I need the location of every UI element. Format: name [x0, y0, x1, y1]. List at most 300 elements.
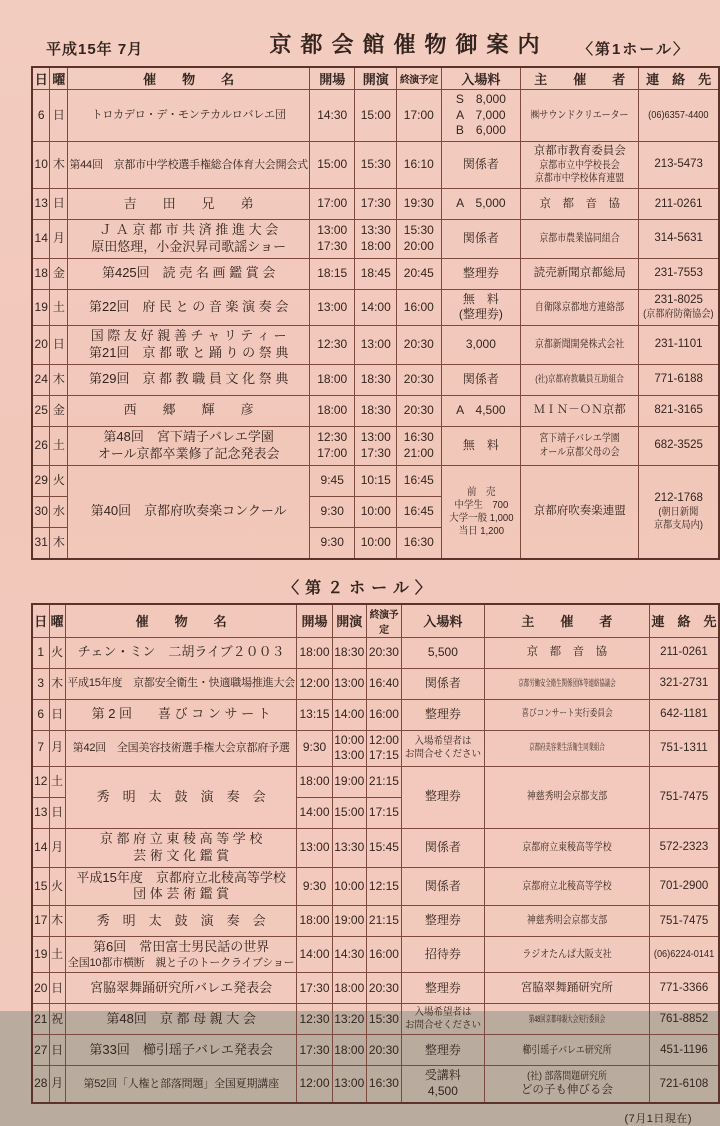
admission-fee-cell [441, 90, 521, 142]
hall1-schedule-table [31, 66, 720, 560]
dow-line: 月 [51, 839, 64, 854]
event-row [32, 1004, 719, 1035]
day-line: 14 [34, 231, 48, 246]
day-cell [32, 189, 50, 220]
start-time-cell [355, 220, 397, 259]
start-time-cell [355, 395, 397, 426]
event-row [32, 906, 719, 937]
dow-line: 月 [52, 231, 65, 246]
organizer-cell [484, 730, 649, 766]
event-name-cell [65, 973, 297, 1004]
column-header: 主 催 者 [521, 67, 639, 90]
fee-line: 関係者 [424, 839, 461, 854]
contact-phone-cell [649, 1035, 719, 1066]
admission-fee-cell [441, 258, 521, 289]
doors-open-cell [297, 937, 332, 973]
day-of-week-cell [49, 766, 65, 797]
day-cell [32, 364, 50, 395]
end-time-cell [397, 364, 442, 395]
fee-line: 入場希望者は [414, 736, 472, 748]
time-line: 18:15 [317, 265, 348, 280]
column-header: 連 絡 先 [639, 67, 719, 90]
contact-phone-cell [649, 1004, 719, 1035]
contact-line: 211-0261 [654, 197, 703, 210]
org-line: (社) 部落問題研究所 [526, 1069, 607, 1082]
time-line: 13:30 [360, 223, 391, 238]
org-line: 京 都 音 協 [526, 646, 608, 659]
day-cell [32, 1035, 49, 1066]
time-line: 18:00 [317, 371, 348, 386]
start-time-cell [355, 426, 397, 465]
fee-line: A 7,000 [456, 107, 506, 122]
start-time-cell [332, 937, 366, 973]
fee-line: 無 料 [462, 291, 499, 306]
event-row [32, 766, 719, 797]
time-line: 17:30 [360, 196, 391, 211]
organizer-cell [484, 906, 649, 937]
time-line: 15:30 [403, 223, 434, 238]
time-line: 13:00 [317, 299, 348, 314]
time-line: 20:30 [368, 1042, 399, 1057]
page-title: 京都会館催物御案内 [269, 32, 549, 57]
contact-phone-cell [649, 828, 719, 867]
end-time-cell [366, 668, 401, 699]
start-time-cell [332, 906, 366, 937]
column-header: 終演予定 [397, 67, 442, 90]
contact-phone-cell [639, 465, 719, 559]
time-line: 19:30 [403, 196, 434, 211]
day-cell [32, 668, 49, 699]
day-of-week-cell [50, 527, 68, 559]
doors-open-cell [297, 1004, 332, 1035]
day-cell [32, 937, 49, 973]
contact-phone-cell [649, 637, 719, 668]
event-name-cell [68, 141, 310, 188]
fee-line: 関係者 [424, 878, 461, 893]
contact-line: 231-1101 [654, 338, 703, 351]
dow-line: 日 [52, 107, 65, 122]
time-line: 15:30 [368, 1011, 399, 1026]
hall2-schedule-table [31, 603, 720, 1104]
time-line: 18:30 [360, 371, 391, 386]
start-time-cell [332, 1035, 366, 1066]
time-line: 14:00 [299, 947, 330, 962]
start-time-cell [355, 189, 397, 220]
time-line: 15:30 [360, 157, 391, 172]
event-name-cell [65, 906, 297, 937]
time-line: 16:30 [368, 1076, 399, 1091]
fee-line: 入場希望者は [414, 1007, 472, 1019]
event-name-cell [68, 258, 310, 289]
name-line: 平成15年度 京都府立北稜高等学校 [76, 869, 286, 885]
column-header: 入場料 [401, 604, 484, 638]
contact-phone-cell [649, 867, 719, 906]
time-line: 10:15 [360, 472, 391, 487]
day-line: 24 [34, 371, 48, 386]
org-line: ＭＩＮ－ＯＮ京都 [533, 404, 626, 417]
event-row [32, 364, 719, 395]
doors-open-cell [297, 1066, 332, 1103]
day-of-week-cell [49, 867, 65, 906]
name-line: 第29回 京 都 教 職 員 文 化 祭 典 [88, 371, 289, 387]
event-name-cell [65, 1035, 297, 1066]
event-row [32, 867, 719, 906]
end-time-cell [397, 90, 442, 142]
fee-line: S 8,000 [455, 92, 506, 106]
event-name-cell [65, 1004, 297, 1035]
end-time-cell [397, 426, 442, 465]
org-line: 京都府立東稜高等学校 [522, 840, 612, 853]
admission-fee-cell [441, 220, 521, 259]
name-line: 第425回 読 売 名 画 鑑 賞 会 [101, 265, 276, 281]
contact-phone-cell [639, 395, 719, 426]
dow-line: 日 [51, 1042, 64, 1057]
time-line: 16:40 [368, 675, 399, 690]
start-time-cell [332, 867, 366, 906]
time-line: 20:30 [403, 402, 434, 417]
event-name-cell [65, 937, 297, 973]
time-line: 14:00 [299, 804, 330, 819]
event-row [32, 258, 719, 289]
org-line: (社)京都府教職員互助組合 [535, 373, 625, 385]
start-time-cell [355, 258, 397, 289]
organizer-cell [521, 90, 639, 142]
start-time-cell [355, 496, 397, 527]
day-line: 27 [34, 1042, 48, 1057]
time-line: 18:45 [360, 265, 391, 280]
fee-line: 整理券 [424, 913, 461, 928]
time-line: 15:00 [317, 157, 348, 172]
dow-line: 火 [52, 472, 65, 487]
org-line: オール京都父母の会 [539, 445, 620, 458]
day-of-week-cell [50, 90, 68, 142]
day-cell [32, 395, 50, 426]
time-line: 17:30 [299, 980, 330, 995]
time-line: 14:00 [334, 706, 365, 721]
day-cell [32, 1066, 49, 1103]
contact-phone-cell [639, 325, 719, 364]
time-line: 12:00 [368, 732, 399, 747]
time-line: 18:00 [334, 980, 365, 995]
name-line: 国 際 友 好 親 善 チ ャ リ テ ィ ー [90, 327, 287, 343]
contact-line: 751-1311 [660, 741, 708, 754]
contact-phone-cell [649, 699, 719, 730]
time-line: 10:00 [334, 732, 365, 747]
column-header: 催 物 名 [65, 604, 297, 638]
name-line: 西 郷 輝 彦 [123, 402, 254, 418]
event-row [32, 937, 719, 973]
day-line: 13 [34, 804, 48, 819]
name-line: 秀 明 太 鼓 演 奏 会 [96, 912, 266, 928]
dow-line: 土 [52, 437, 65, 452]
contact-phone-cell [639, 141, 719, 188]
dow-line: 木 [51, 913, 64, 928]
contact-phone-cell [639, 426, 719, 465]
doors-open-cell [309, 325, 354, 364]
time-line: 21:15 [368, 773, 399, 788]
day-of-week-cell [49, 668, 65, 699]
contact-line: 572-2323 [659, 841, 709, 854]
contact-phone-cell [649, 1066, 719, 1103]
dow-line: 水 [52, 503, 65, 518]
name-line: 芸 術 文 化 鑑 賞 [133, 847, 230, 863]
day-line: 30 [34, 503, 48, 518]
time-line: 10:00 [360, 534, 391, 549]
organizer-cell [521, 141, 639, 188]
day-cell [32, 797, 49, 828]
doors-open-cell [309, 364, 354, 395]
admission-fee-cell [401, 766, 484, 828]
admission-fee-cell [441, 395, 521, 426]
day-cell [32, 766, 49, 797]
dow-line: 日 [52, 196, 65, 211]
day-of-week-cell [50, 325, 68, 364]
day-line: 12 [34, 773, 48, 788]
dow-line: 月 [51, 740, 64, 755]
day-cell [32, 1004, 49, 1035]
org-line: 京都市教育委員会 [533, 144, 626, 157]
day-of-week-cell [49, 699, 65, 730]
day-line: 6 [37, 107, 45, 122]
header-row [32, 604, 719, 638]
event-row [32, 220, 719, 259]
fee-line: 関係者 [462, 231, 499, 246]
organizer-cell [521, 189, 639, 220]
org-line: 京都市農業協同組合 [539, 232, 620, 245]
day-cell [32, 258, 50, 289]
org-line: 自衛隊京都地方連絡部 [535, 300, 625, 313]
dow-line: 日 [51, 804, 64, 819]
end-time-cell [366, 637, 401, 668]
dow-line: 木 [52, 371, 65, 386]
fee-line: お問合せください [404, 1020, 481, 1032]
event-row [32, 973, 719, 1004]
column-header: 主 催 者 [484, 604, 649, 638]
title-bar [0, 28, 720, 66]
fee-line: 関係者 [424, 675, 461, 690]
day-of-week-cell [49, 637, 65, 668]
name-line: 原田悠理，小金沢昇司歌謡ショー [91, 238, 287, 254]
time-line: 17:00 [317, 445, 348, 460]
time-line: 13:00 [334, 1076, 365, 1091]
organizer-cell [484, 937, 649, 973]
time-line: 13:20 [334, 1011, 365, 1026]
fee-line: A 5,000 [456, 196, 506, 211]
day-of-week-cell [50, 189, 68, 220]
time-line: 18:30 [334, 644, 365, 659]
fee-line: 4,500 [427, 1084, 458, 1099]
organizer-cell [484, 828, 649, 867]
time-line: 16:10 [403, 157, 434, 172]
end-time-cell [366, 828, 401, 867]
name-line: 第22回 府 民 と の 音 楽 演 奏 会 [88, 298, 289, 314]
contact-phone-cell [639, 220, 719, 259]
time-line: 17:30 [317, 238, 348, 253]
event-name-cell [65, 730, 297, 766]
start-time-cell [332, 637, 366, 668]
org-line: 京都新聞開発株式会社 [535, 338, 625, 351]
start-time-cell [355, 90, 397, 142]
day-of-week-cell [50, 220, 68, 259]
admission-fee-cell [401, 1004, 484, 1035]
name-line: Ｊ Ａ 京 都 市 共 済 推 進 大 会 [99, 222, 279, 237]
event-name-cell [65, 1066, 297, 1103]
time-line: 13:00 [299, 839, 330, 854]
day-of-week-cell [50, 141, 68, 188]
admission-fee-cell [401, 1066, 484, 1103]
day-cell [32, 496, 50, 527]
fee-line: 3,000 [465, 337, 496, 352]
day-of-week-cell [50, 426, 68, 465]
event-name-cell [65, 668, 297, 699]
fee-line: 関係者 [462, 371, 499, 386]
name-line: 第52回「人権と部落問題」全国夏期講座 [83, 1077, 279, 1090]
doors-open-cell [297, 867, 332, 906]
end-time-cell [366, 797, 401, 828]
time-line: 18:00 [317, 402, 348, 417]
contact-phone-cell [639, 90, 719, 142]
end-time-cell [366, 1035, 401, 1066]
organizer-cell [484, 637, 649, 668]
time-line: 18:00 [360, 238, 391, 253]
day-of-week-cell [49, 828, 65, 867]
day-of-week-cell [49, 973, 65, 1004]
event-row [32, 465, 719, 496]
day-cell [32, 289, 50, 325]
dow-line: 日 [52, 337, 65, 352]
event-name-cell [68, 289, 310, 325]
event-name-cell [65, 867, 297, 906]
organizer-cell [484, 1066, 649, 1103]
time-line: 21:15 [368, 913, 399, 928]
contact-phone-cell [649, 668, 719, 699]
org-line: 神慈秀明会京都支部 [526, 914, 608, 927]
start-time-cell [355, 325, 397, 364]
doors-open-cell [309, 90, 354, 142]
event-name-cell [68, 90, 310, 142]
org-line: ラジオたんぱ大阪支社 [522, 948, 612, 961]
organizer-cell [484, 668, 649, 699]
end-time-cell [397, 527, 442, 559]
event-row [32, 668, 719, 699]
start-time-cell [332, 1066, 366, 1103]
time-line: 18:00 [299, 913, 330, 928]
event-row [32, 141, 719, 188]
doors-open-cell [309, 527, 354, 559]
as-of-date-note: (7月1日現在) [624, 1112, 692, 1125]
name-line: 団 体 芸 術 鑑 賞 [133, 886, 230, 902]
event-row [32, 699, 719, 730]
day-line: 19 [34, 947, 48, 962]
admission-fee-cell [441, 465, 521, 559]
event-row [32, 730, 719, 766]
column-header: 日 [32, 604, 49, 638]
time-line: 13:00 [360, 430, 391, 445]
fee-line: 受講料 [424, 1068, 461, 1083]
contact-line: (京都府防衛協会) [643, 309, 714, 321]
doors-open-cell [297, 1035, 332, 1066]
doors-open-cell [297, 766, 332, 797]
admission-fee-cell [401, 828, 484, 867]
event-row [32, 1066, 719, 1103]
time-line: 10:00 [334, 878, 365, 893]
fee-line: 関係者 [462, 157, 499, 172]
time-line: 16:45 [403, 503, 434, 518]
fee-line: 整理券 [424, 1042, 461, 1057]
contact-line: 314-5631 [654, 232, 703, 245]
event-name-cell [65, 637, 297, 668]
day-line: 13 [34, 196, 48, 211]
fee-line: 当日 1,200 [458, 525, 504, 537]
name-line: 第48回 宮下靖子バレエ学園 [103, 428, 274, 444]
time-line: 13:00 [334, 675, 365, 690]
day-of-week-cell [49, 1004, 65, 1035]
contact-phone-cell [639, 289, 719, 325]
dow-line: 木 [51, 675, 64, 690]
doors-open-cell [309, 289, 354, 325]
time-line: 20:45 [403, 265, 434, 280]
fee-line: 大学一般 1,000 [448, 512, 514, 524]
start-time-cell [355, 527, 397, 559]
org-line: 京都府吹奏楽連盟 [533, 505, 626, 518]
time-line: 9:30 [320, 534, 344, 549]
day-line: 3 [37, 675, 45, 690]
time-line: 20:30 [368, 980, 399, 995]
event-row [32, 289, 719, 325]
end-time-cell [366, 937, 401, 973]
contact-line: 231-7553 [654, 267, 703, 280]
end-time-cell [397, 395, 442, 426]
time-line: 17:15 [368, 748, 399, 763]
day-of-week-cell [50, 395, 68, 426]
day-cell [32, 730, 49, 766]
fee-line: 無 料 [462, 437, 499, 452]
time-line: 18:00 [334, 1042, 365, 1057]
fee-line: 招待券 [424, 947, 461, 962]
doors-open-cell [309, 189, 354, 220]
fee-line: 整理券 [424, 706, 461, 721]
dow-line: 木 [52, 157, 65, 172]
column-header: 曜 [49, 604, 65, 638]
contact-line: 682-3525 [654, 439, 703, 452]
contact-phone-cell [639, 364, 719, 395]
start-time-cell [332, 973, 366, 1004]
time-line: 18:30 [360, 402, 391, 417]
admission-fee-cell [401, 730, 484, 766]
event-name-cell [68, 364, 310, 395]
organizer-cell [484, 973, 649, 1004]
event-name-cell [65, 699, 297, 730]
day-cell [32, 90, 50, 142]
day-cell [32, 699, 49, 730]
end-time-cell [397, 465, 442, 496]
column-header: 開場 [309, 67, 354, 90]
column-header: 日 [32, 67, 50, 90]
time-line: 9:30 [302, 878, 327, 893]
time-line: 9:30 [302, 740, 327, 755]
time-line: 16:00 [368, 947, 399, 962]
time-line: 16:00 [403, 299, 434, 314]
time-line: 19:00 [334, 913, 365, 928]
org-line: 宮下靖子バレエ学園 [539, 432, 620, 444]
dow-line: 祝 [51, 1011, 64, 1026]
day-line: 31 [34, 534, 48, 549]
time-line: 14:30 [334, 947, 365, 962]
fee-line: (整理券) [458, 307, 503, 322]
end-time-cell [397, 141, 442, 188]
day-cell [32, 220, 50, 259]
time-line: 12:30 [299, 1011, 330, 1026]
